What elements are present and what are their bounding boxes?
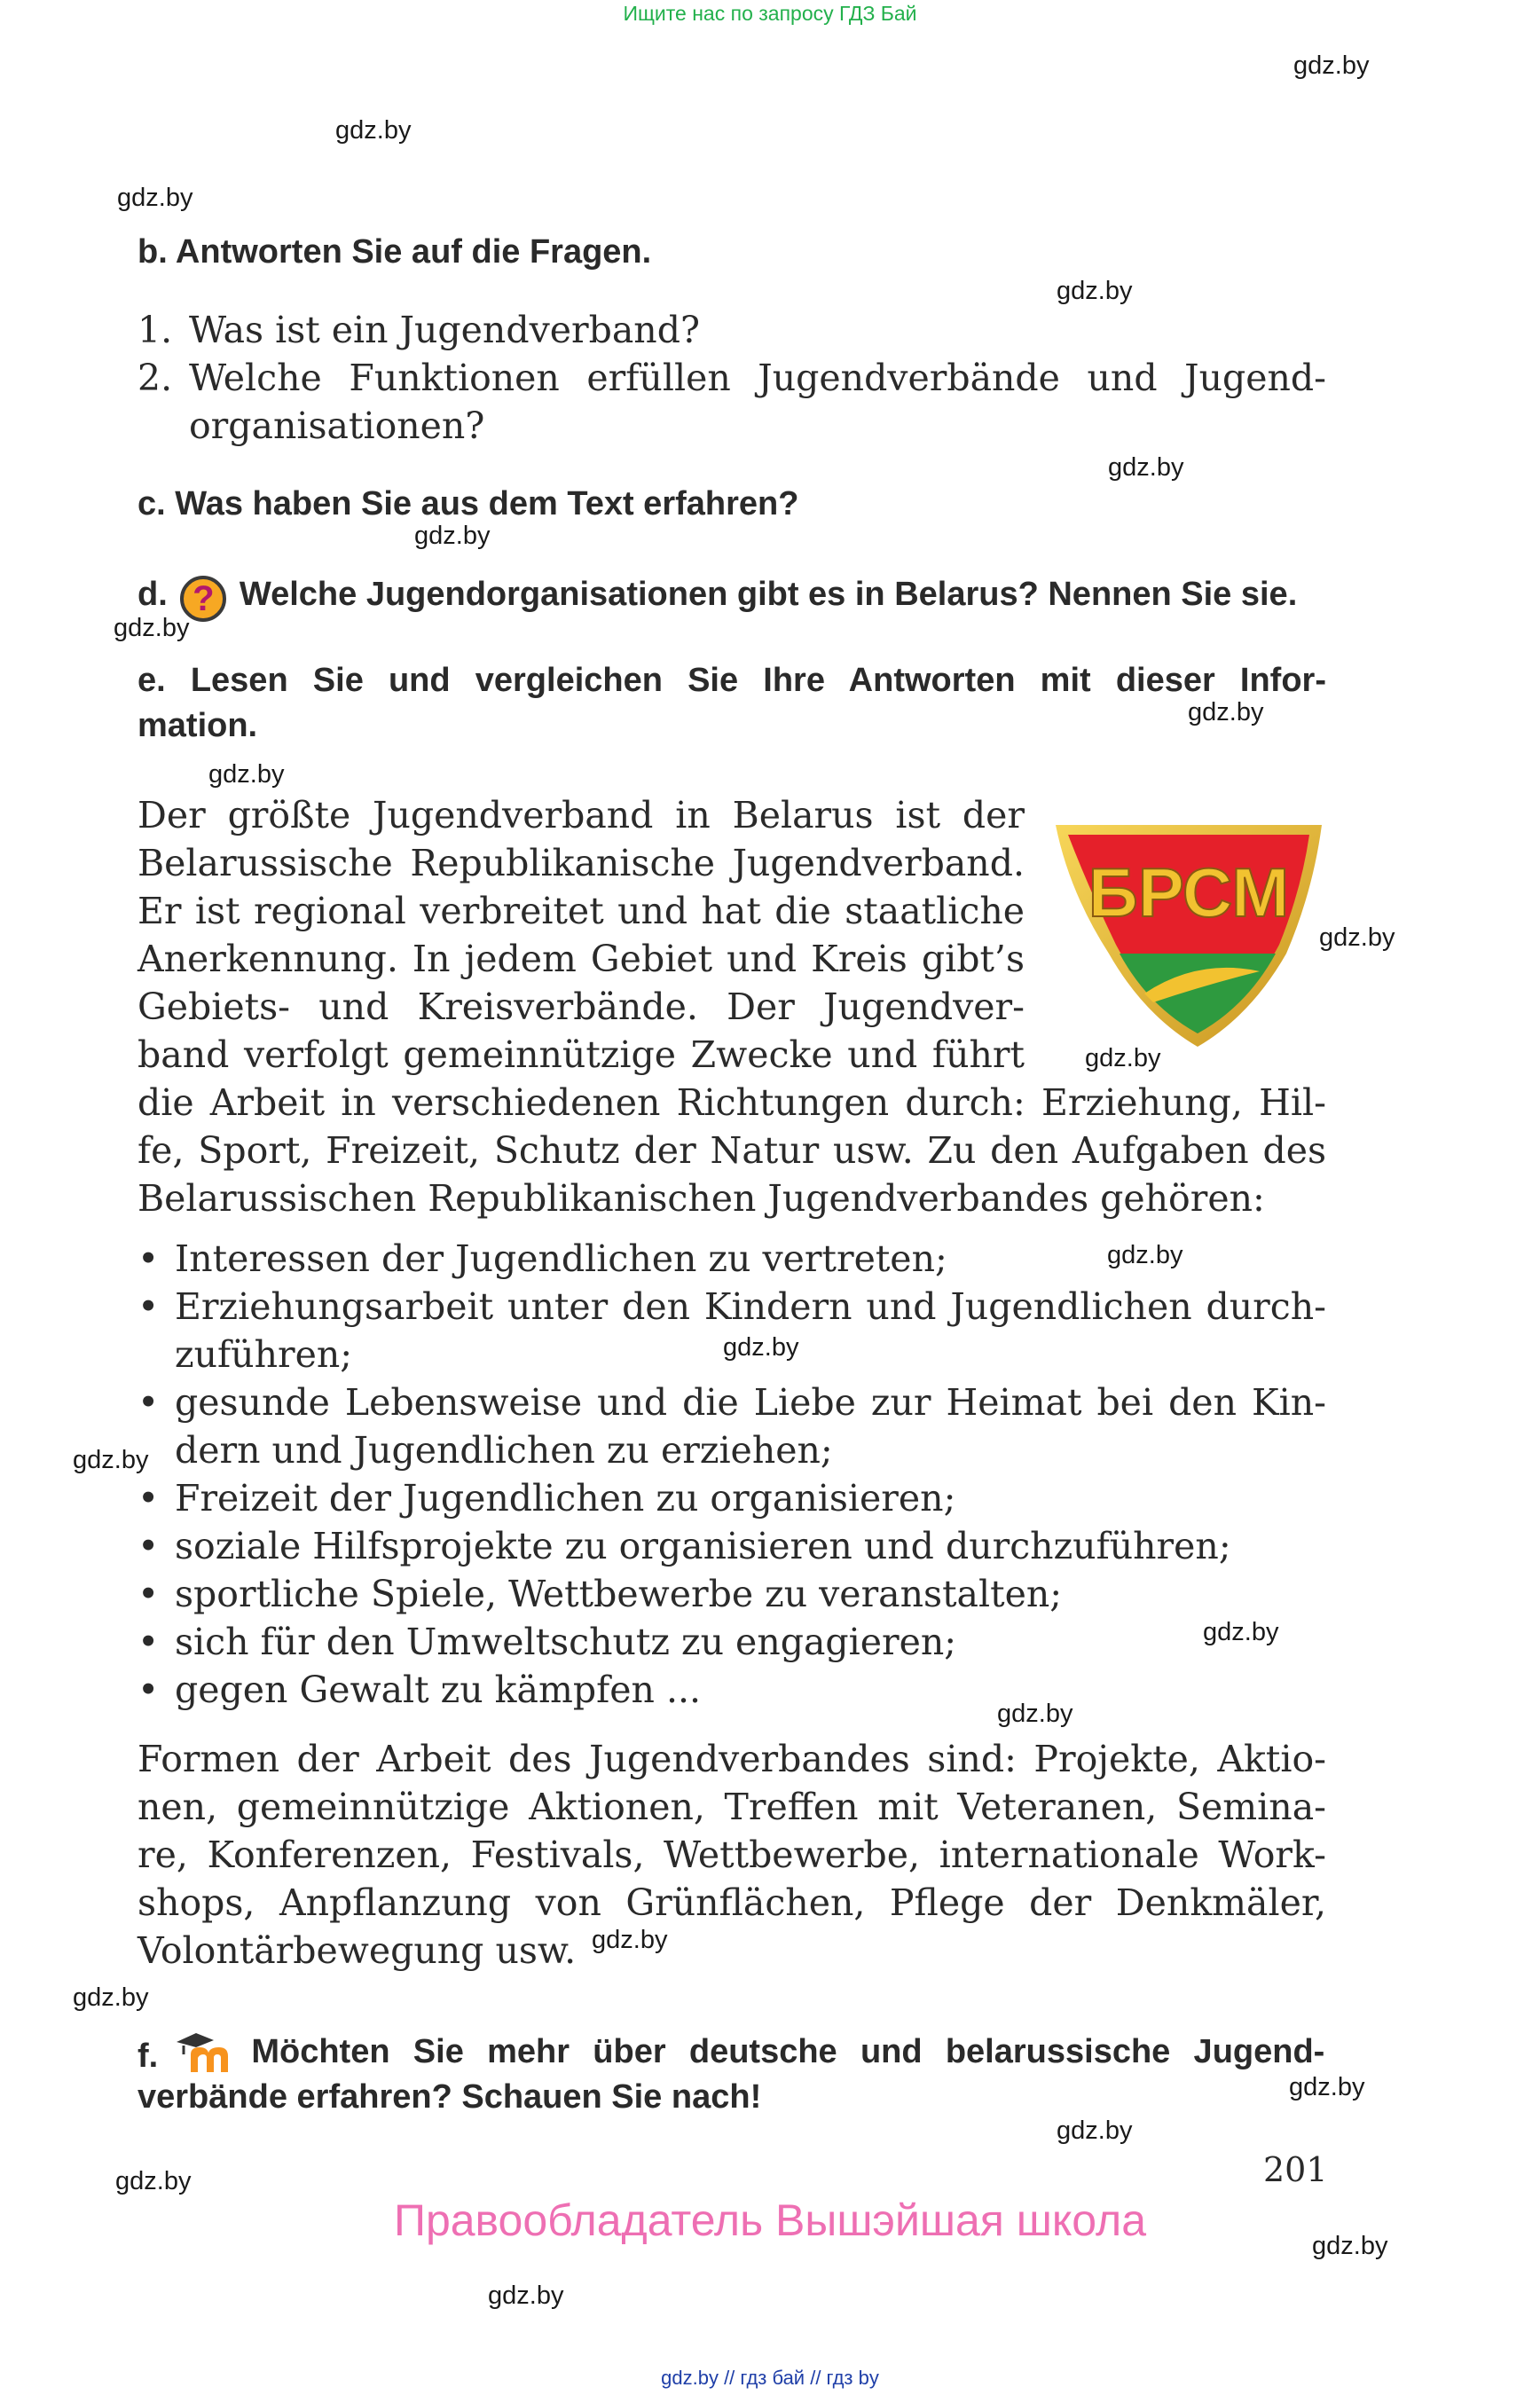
watermark: gdz.by [73, 1446, 149, 1474]
text-line: shops, Anpflanzung von Grünflächen, Pflege der Denkmäler, [138, 1881, 1326, 1924]
task-b-heading: b. Antworten Sie auf die Fragen. [138, 233, 652, 271]
watermark: gdz.by [117, 184, 193, 212]
watermark: gdz.by [208, 760, 285, 789]
watermark: gdz.by [114, 614, 190, 642]
watermark: gdz.by [488, 2281, 564, 2310]
task-f-line1: Möchten Sie mehr über deutsche und belarussische Jugend- [251, 2033, 1325, 2070]
text-line: Formen der Arbeit des Jugendverbandes sind: Projekte, Aktio- [138, 1738, 1326, 1780]
brsm-badge-icon [1047, 812, 1331, 1051]
copyright-owner: Правообладатель Вышэйшая школа [394, 2195, 1146, 2245]
text-line: Belarussischen Republikanischen Jugendverbandes gehören: [138, 1177, 1265, 1220]
watermark: gdz.by [335, 116, 412, 145]
bullet-icon: • [138, 1621, 160, 1663]
task-f-line2: verbände erfahren? Schauen Sie nach! [138, 2078, 762, 2116]
list-item-text: gegen Gewalt zu kämpfen ... [175, 1669, 702, 1711]
watermark: gdz.by [1293, 51, 1370, 80]
question-number: 2. [138, 357, 173, 399]
watermark: gdz.by [1319, 923, 1395, 952]
bullet-icon: • [138, 1669, 160, 1711]
page-number: 201 [1263, 2150, 1328, 2189]
watermark: gdz.by [1203, 1618, 1279, 1646]
list-item [138, 1235, 947, 1283]
text-line: re, Konferenzen, Festivals, Wettbewerbe, internationale Work- [138, 1834, 1326, 1876]
moodle-icon [173, 2030, 237, 2074]
question-number: 1. [138, 309, 173, 351]
list-item-text-continued: zuführen; [175, 1333, 353, 1376]
text-line: Er ist regional verbreitet und hat die staatliche [138, 890, 1025, 932]
watermark: gdz.by [73, 1983, 149, 2012]
task-f-heading [138, 2030, 1324, 2079]
text-line: band verfolgt gemeinnützige Zwecke und führt [138, 1033, 1025, 1076]
list-item-text-continued: dern und Jugendlichen zu erziehen; [175, 1429, 833, 1472]
task-d-letter: d. [138, 576, 168, 613]
list-item [138, 1618, 956, 1666]
list-item [138, 1474, 955, 1522]
list-item-text: Freizeit der Jugendlichen zu organisieren; [175, 1477, 956, 1520]
list-item-text: gesunde Lebensweise und die Liebe zur Heimat bei den Kin- [175, 1381, 1326, 1424]
watermark: gdz.by [414, 522, 491, 550]
bullet-icon: • [138, 1477, 160, 1520]
text-line: nen, gemeinnützige Aktionen, Treffen mit Veteranen, Semina- [138, 1786, 1326, 1828]
question-text: Welche Funktionen erfüllen Jugendverbände und Jugend- [189, 357, 1326, 399]
watermark: gdz.by [1085, 1044, 1161, 1072]
bullet-icon: • [138, 1381, 160, 1424]
list-item [138, 1570, 1062, 1618]
list-item-text: soziale Hilfsprojekte zu organisieren und durchzuführen; [175, 1525, 1231, 1567]
text-line: Belarussische Republikanische Jugendverband. [138, 842, 1025, 884]
watermark: gdz.by [997, 1700, 1073, 1728]
list-item [138, 1666, 701, 1714]
task-e-heading-line2: mation. [138, 707, 258, 744]
watermark: gdz.by [723, 1333, 799, 1362]
list-item [138, 1378, 1326, 1426]
watermark: gdz.by [1057, 277, 1133, 305]
task-d-text: Welche Jugendorganisationen gibt es in Belarus? Nennen Sie sie. [239, 576, 1298, 613]
list-item-text: sportliche Spiele, Wettbewerbe zu veranstalten; [175, 1573, 1063, 1615]
footer-links[interactable]: gdz.by // гдз бай // гдз by [661, 2367, 879, 2389]
list-item-text: Interessen der Jugendlichen zu vertreten; [175, 1237, 947, 1280]
list-item [138, 1522, 1231, 1570]
bullet-icon: • [138, 1525, 160, 1567]
watermark: gdz.by [1057, 2116, 1133, 2145]
text-line: Der größte Jugendverband in Belarus ist der [138, 794, 1025, 836]
list-item-text: sich für den Umweltschutz zu engagieren; [175, 1621, 957, 1663]
question-text: Was ist ein Jugendverband? [189, 309, 700, 351]
list-item-text: Erziehungsarbeit unter den Kindern und Jugendlichen durch- [175, 1285, 1326, 1328]
text-line: Gebiets- und Kreisverbände. Der Jugendver- [138, 986, 1025, 1028]
text-line: fe, Sport, Freizeit, Schutz der Natur usw. Zu den Aufgaben des [138, 1129, 1326, 1172]
bullet-icon: • [138, 1573, 160, 1615]
text-line: die Arbeit in verschiedenen Richtungen durch: Erziehung, Hil- [138, 1081, 1326, 1124]
watermark: gdz.by [115, 2167, 192, 2195]
question-text-continued: organisationen? [189, 404, 485, 447]
task-c-heading: c. Was haben Sie aus dem Text erfahren? [138, 485, 799, 522]
list-item [138, 1283, 1326, 1331]
watermark: gdz.by [1108, 453, 1184, 482]
task-e-heading-line1: e. Lesen Sie und vergleichen Sie Ihre Antworten mit dieser Infor- [138, 662, 1326, 699]
watermark: gdz.by [1312, 2232, 1388, 2260]
watermark: gdz.by [1289, 2073, 1365, 2101]
bullet-icon: • [138, 1237, 160, 1280]
search-hint: Ищите нас по запросу ГДЗ Бай [623, 2, 917, 25]
badge-text: БРСМ [1088, 853, 1290, 931]
watermark: gdz.by [1107, 1241, 1183, 1269]
task-d-heading [138, 572, 1297, 622]
bullet-icon: • [138, 1285, 160, 1328]
watermark: gdz.by [592, 1926, 668, 1954]
question-mark-icon: ? [180, 576, 226, 622]
text-line: Volontärbewegung usw. [138, 1929, 577, 1972]
watermark: gdz.by [1188, 698, 1264, 726]
task-f-letter: f. [138, 2038, 159, 2075]
text-line: Anerkennung. In jedem Gebiet und Kreis gibt’s [138, 938, 1025, 980]
moodle-logo-icon [173, 2030, 237, 2074]
